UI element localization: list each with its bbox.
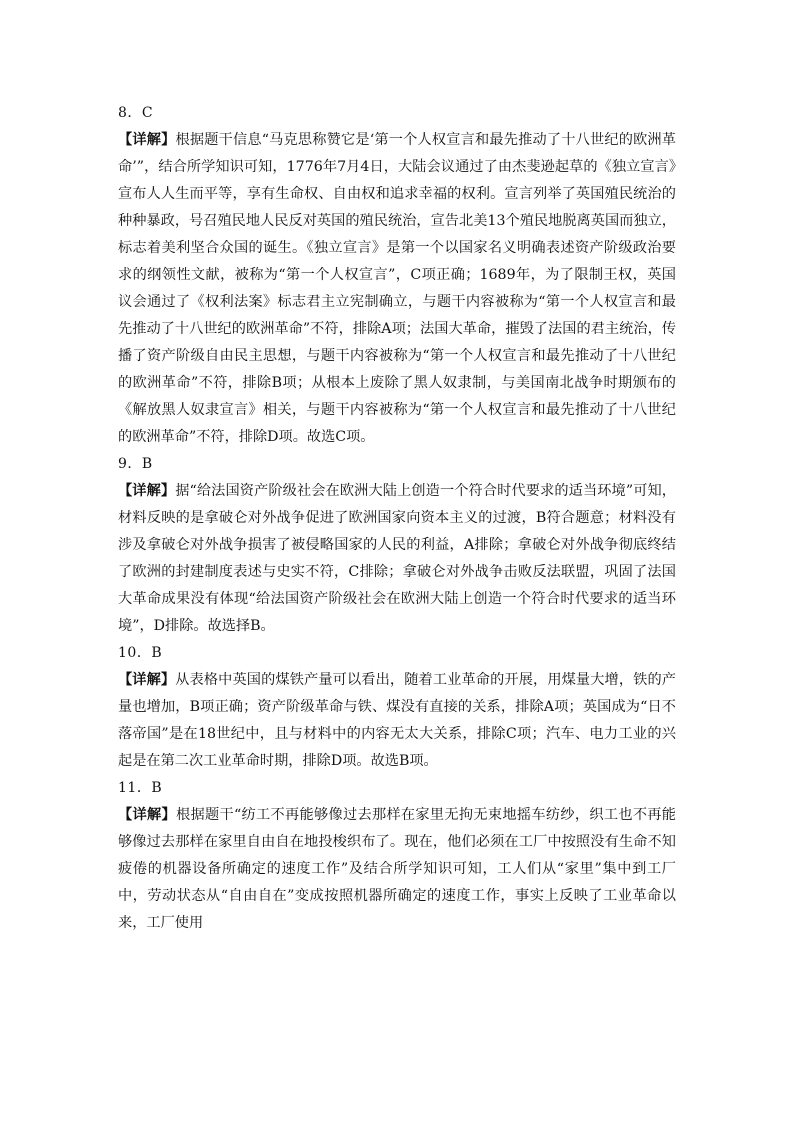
explanation-tag: 【详解】 — [118, 672, 176, 688]
explanation-text: 从表格中英国的煤铁产量可以看出，随着工业革命的开展，用煤量大增，铁的产量也增加，B项正确；资产阶级革命与铁、煤没有直接的关系，排除A项；英国成为“日不落帝国”是在18世纪中，且与材料中的内容无太大关系，排除C项；汽车、电力工业的兴起是在第二次工业革命时期，排除D项。故选B项。 — [118, 672, 676, 769]
question-9-explanation — [118, 478, 676, 640]
question-11-explanation — [118, 802, 676, 937]
question-11-answer: 11．B — [118, 780, 163, 796]
explanation-tag: 【详解】 — [118, 807, 176, 823]
explanation-text: 根据题干信息“马克思称赞它是‘第一个人权宣言和最先推动了十八世纪的欧洲革命’”，结合所学知识可知，1776年7月4日，大陆会议通过了由杰斐逊起草的《独立宣言》宣布人人生而平等，享有生命权、自由权和追求幸福的权利。宣言列举了英国殖民统治的种种暴政，号召殖民地人民反对英国的殖民统治，宣告北美13个殖民地脱离英国而独立，标志着美利坚合众国的诞生。《独立宣言》是第一个以国家名义明确表述资产阶级政治要求的纲领性文献，被称为“第一个人权宣言”，C项正确；1689年，为了限制王权，英国议会通过了《权利法案》标志君主立宪制确立，与题干内容被称为“第一个人权宣言和最先推动了十八世纪的欧洲革命”不符，排除A项；法国大革命，摧毁了法国的君主统治，传播了资产阶级自由民主思想，与题干内容被称为“第一个人权宣言和最先推动了十八世纪的欧洲革命”不符，排除B项；从根本上废除了黑人奴隶制，与美国南北战争时期颁布的《解放黑人奴隶宣言》相关，与题干内容被称为“第一个人权宣言和最先推动了十八世纪的欧洲革命”不符，排除D项。故选C项。 — [118, 132, 676, 445]
explanation-text: 根据题干“纺工不再能够像过去那样在家里无拘无束地摇车纺纱，织工也不再能够像过去那样在家里自由自在地投梭织布了。现在，他们必须在工厂中按照没有生命不知疲倦的机器设备所确定的速度工作”及结合所学知识可知，工人们从“家里”集中到工厂中，劳动状态从“自由自在”变成按照机器所确定的速度工作，事实上反映了工业革命以来，工厂使用 — [118, 807, 676, 931]
question-10-answer: 10．B — [118, 645, 163, 661]
question-8-explanation — [118, 127, 676, 451]
question-9-answer: 9．B — [118, 456, 153, 472]
question-10-explanation — [118, 667, 676, 775]
answer-explanations — [118, 100, 676, 937]
explanation-tag: 【详解】 — [118, 483, 176, 499]
explanation-text: 据“给法国资产阶级社会在欧洲大陆上创造一个符合时代要求的适当环境”可知，材料反映的是拿破仑对外战争促进了欧洲国家向资本主义的过渡，B符合题意；材料没有涉及拿破仑对外战争损害了被侵略国家的人民的利益，A排除；拿破仑对外战争彻底终结了欧洲的封建制度表述与史实不符，C排除；拿破仑对外战争击败反法联盟，巩固了法国大革命成果没有体现“给法国资产阶级社会在欧洲大陆上创造一个符合时代要求的适当环境”，D排除。故选择B。 — [118, 483, 676, 634]
question-8-answer: 8．C — [118, 105, 154, 121]
explanation-tag: 【详解】 — [118, 132, 176, 148]
